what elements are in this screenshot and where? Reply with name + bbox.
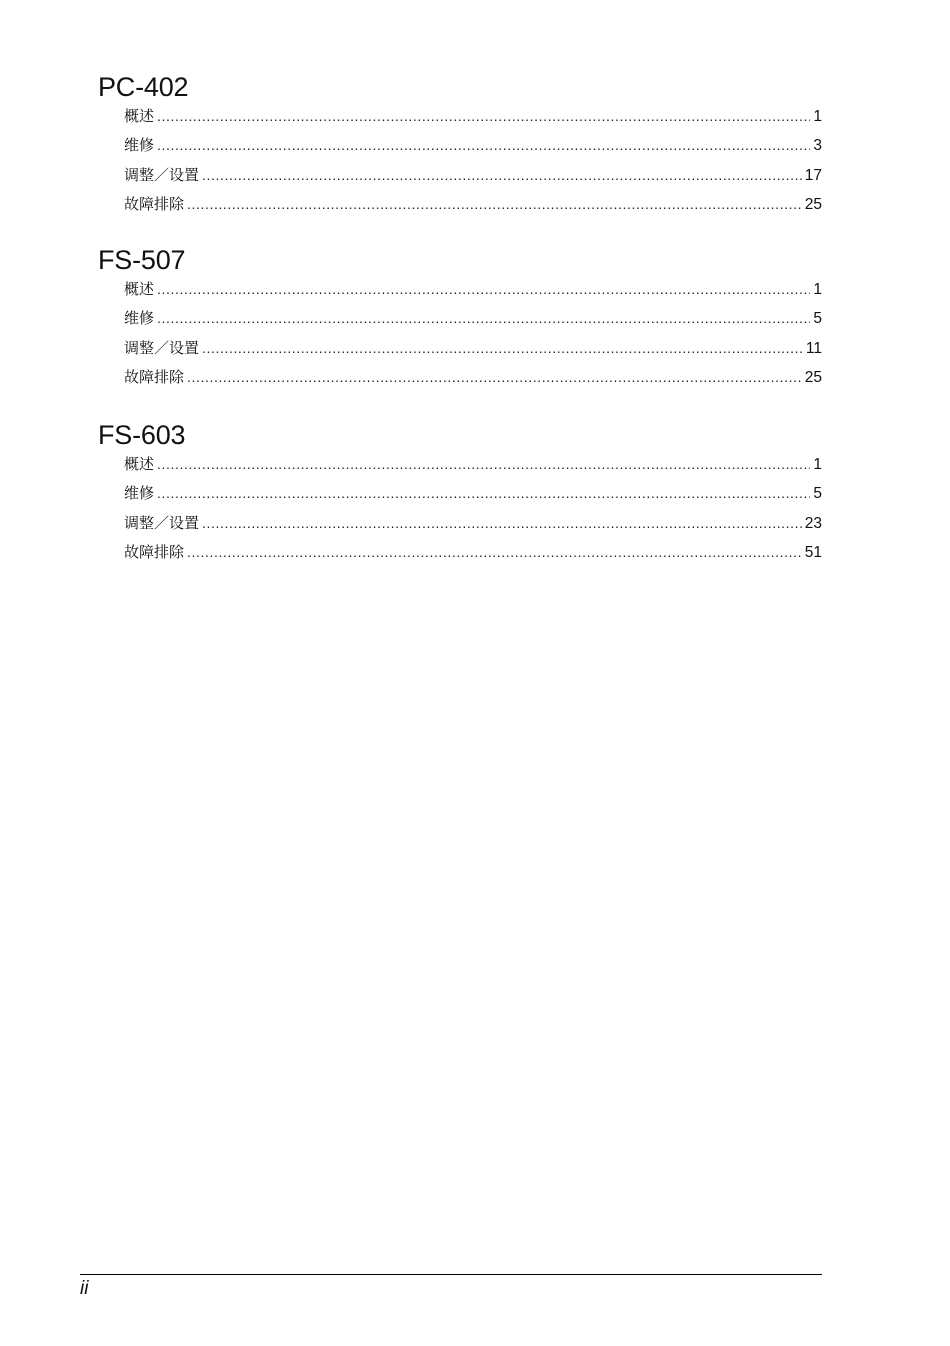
toc-section-fs-507 xyxy=(98,245,822,392)
dot-leader xyxy=(187,363,802,392)
toc-entry-label: 概述 xyxy=(124,107,155,125)
toc-entry-label: 维修 xyxy=(124,136,155,155)
dot-leader xyxy=(202,161,802,190)
toc-entry[interactable] xyxy=(124,509,822,538)
toc-entry[interactable] xyxy=(124,161,822,190)
toc-entry[interactable] xyxy=(124,190,822,219)
toc-entry-page: 23 xyxy=(804,514,822,532)
toc-entry[interactable] xyxy=(124,304,822,333)
toc-entry-page: 1 xyxy=(813,281,822,298)
toc-entry-page: 1 xyxy=(813,456,822,473)
dot-leader xyxy=(157,304,810,333)
toc-section-pc-402 xyxy=(98,72,822,219)
toc-entry-label: 调整／设置 xyxy=(124,165,200,184)
section-title: FS-603 xyxy=(98,420,186,450)
toc-entry-label: 故障排除 xyxy=(124,542,185,561)
toc-entry-label: 概述 xyxy=(124,455,155,473)
toc-list xyxy=(124,450,822,567)
page-number: ii xyxy=(80,1278,89,1299)
toc-entry[interactable] xyxy=(124,102,822,131)
dot-leader xyxy=(202,509,802,538)
toc-entry[interactable] xyxy=(124,479,822,508)
toc-entry[interactable] xyxy=(124,538,822,567)
toc-list xyxy=(124,102,822,219)
dot-leader xyxy=(157,450,810,479)
toc-entry-page: 25 xyxy=(804,368,822,386)
toc-entry-page: 17 xyxy=(804,166,822,184)
toc-entry-page: 11 xyxy=(805,339,822,357)
toc-entry[interactable] xyxy=(124,450,822,479)
dot-leader xyxy=(157,275,810,304)
toc-entry-page: 25 xyxy=(804,195,822,213)
toc-entry-label: 调整／设置 xyxy=(124,338,200,357)
toc-entry-label: 维修 xyxy=(124,309,155,328)
section-title: FS-507 xyxy=(98,245,186,275)
toc-entry[interactable] xyxy=(124,334,822,363)
section-title: PC-402 xyxy=(98,72,189,102)
toc-entry-page: 1 xyxy=(813,108,822,125)
toc-entry-page: 5 xyxy=(813,485,822,503)
dot-leader xyxy=(187,538,802,567)
toc-entry-label: 故障排除 xyxy=(124,194,185,213)
toc-list xyxy=(124,275,822,392)
toc-section-fs-603 xyxy=(98,420,822,567)
toc-entry-label: 调整／设置 xyxy=(124,513,200,532)
toc-entry-label: 概述 xyxy=(124,280,155,298)
toc-entry-page: 3 xyxy=(813,137,822,155)
toc-entry[interactable] xyxy=(124,275,822,304)
dot-leader xyxy=(157,102,810,131)
toc-entry-label: 维修 xyxy=(124,484,155,503)
toc-entry-page: 51 xyxy=(804,543,822,561)
footer-rule xyxy=(80,1274,822,1275)
toc-entry-page: 5 xyxy=(813,310,822,328)
dot-leader xyxy=(157,131,810,160)
dot-leader xyxy=(157,479,810,508)
toc-entry[interactable] xyxy=(124,131,822,160)
dot-leader xyxy=(202,334,803,363)
toc-entry-label: 故障排除 xyxy=(124,367,185,386)
dot-leader xyxy=(187,190,802,219)
toc-entry[interactable] xyxy=(124,363,822,392)
